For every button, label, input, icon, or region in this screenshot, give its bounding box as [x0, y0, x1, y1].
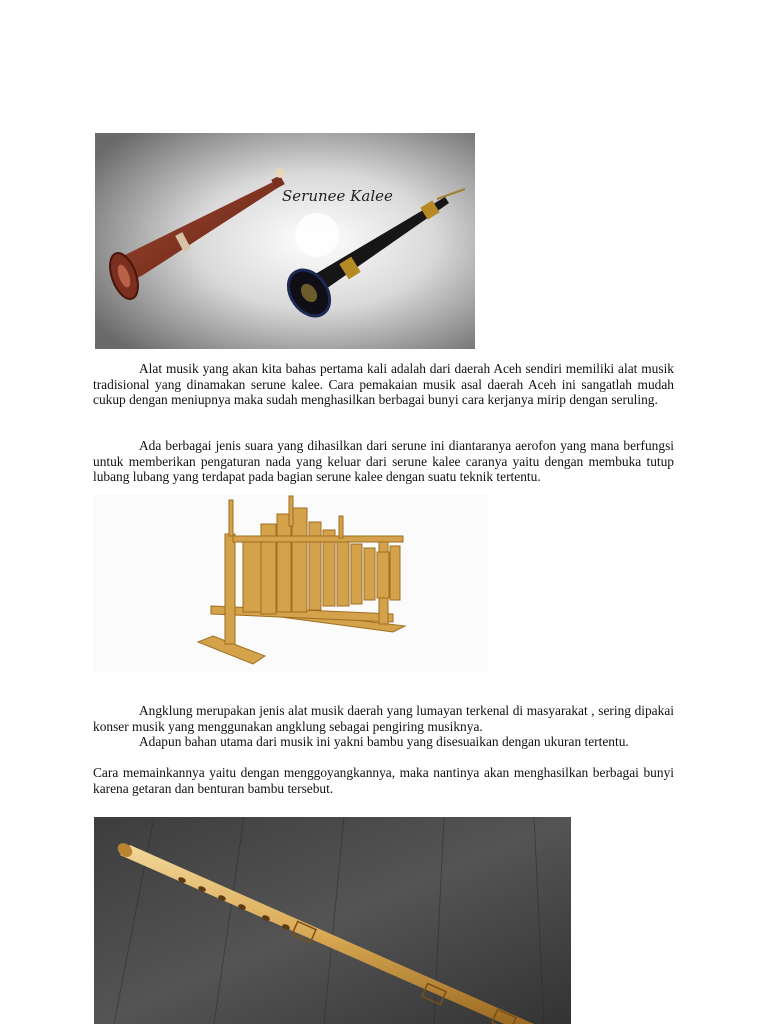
paragraph-1: Alat musik yang akan kita bahas pertama kali adalah dari daerah Aceh sendiri memiliki alat musik tradisional yang dinamakan serune kalee. Cara pemakaian musik asal daerah Aceh ini sangatlah mudah cukup dengan meniupnya maka sudah menghasilkan berbagai bunyi cara kerjanya mirip dengan seruling. [93, 361, 674, 408]
paragraph-4: Adapun bahan utama dari musik ini yakni bambu yang disesuaikan dengan ukuran tertentu. [139, 734, 629, 749]
serune-kalee-photo [95, 133, 475, 349]
paragraph-2: Ada berbagai jenis suara yang dihasilkan dari serune ini diantaranya aerofon yang mana berfungsi untuk memberikan pengaturan nada yang keluar dari serune kalee caranya yaitu dengan membuka tutup lubang lubang yang terdapat pada bagian serune kalee dengan suatu teknik tertentu. [93, 438, 674, 485]
angklung-photo [93, 494, 488, 672]
serune-kalee-caption: Serunee Kalee [282, 187, 393, 205]
paragraph-5: Cara memainkannya yaitu dengan menggoyangkannya, maka nantinya akan menghasilkan berbagai bunyi karena getaran dan benturan bambu tersebut. [93, 765, 674, 796]
paragraph-3: Angklung merupakan jenis alat musik daerah yang lumayan terkenal di masyarakat , sering dipakai konser musik yang menggunakan angklung sebagai pengiring musiknya. [93, 703, 674, 734]
suling-photo [94, 817, 571, 1024]
